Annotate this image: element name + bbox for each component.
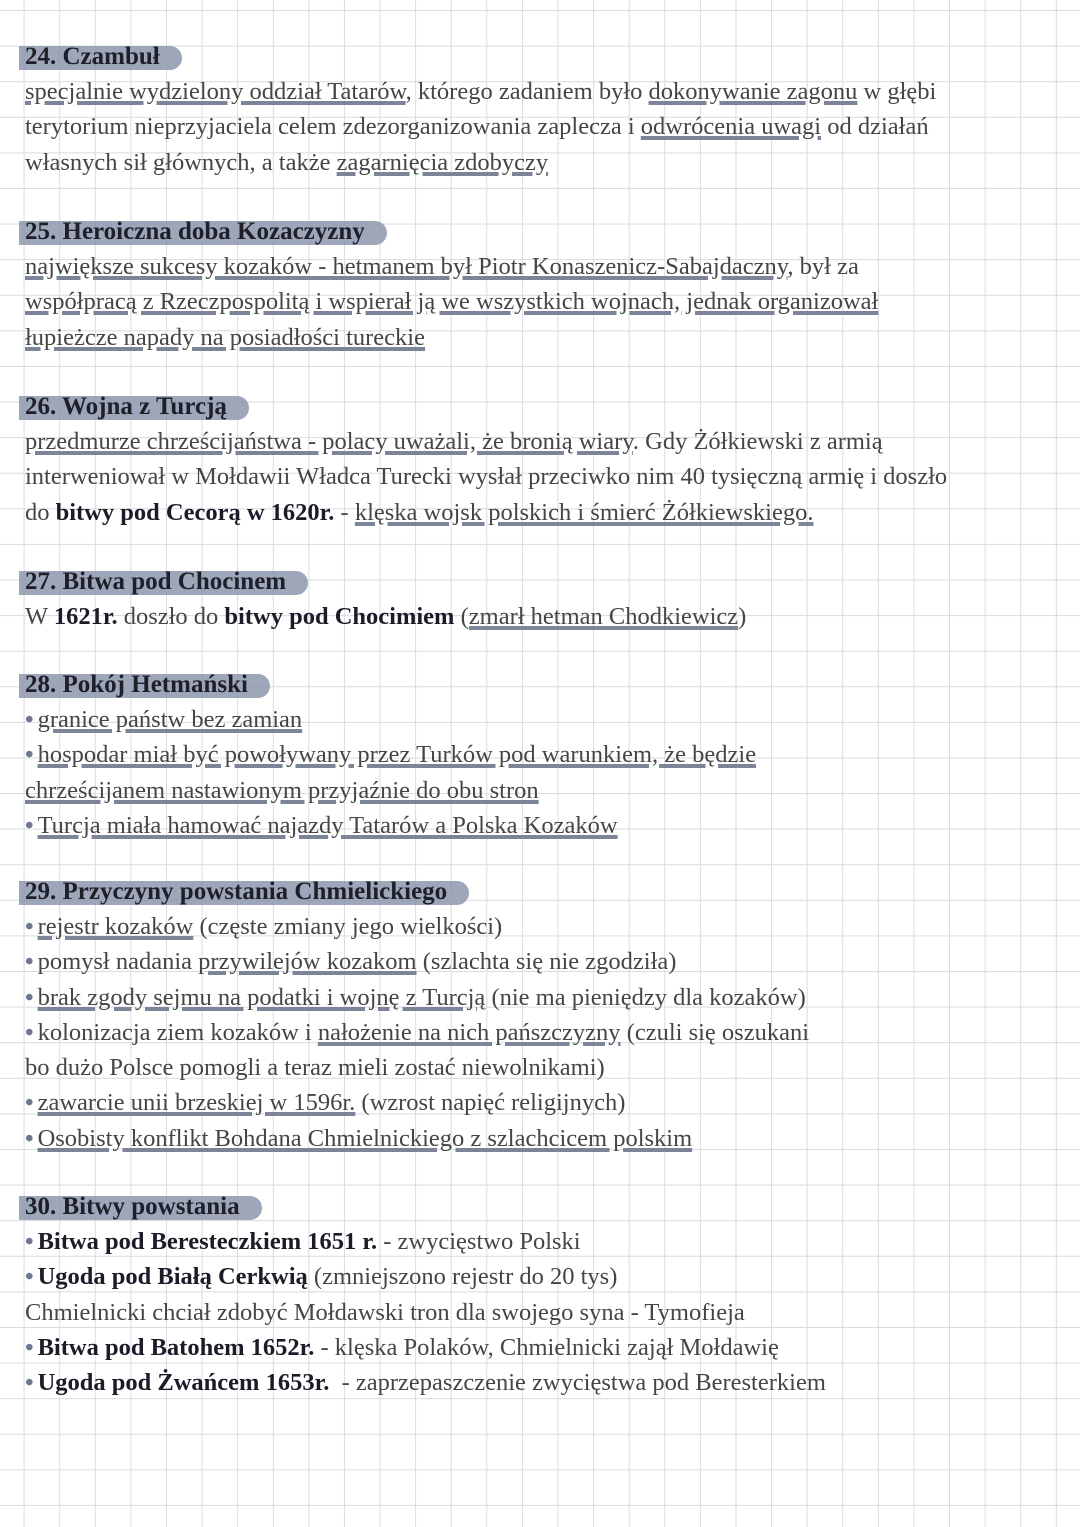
text-span: . Gdy Żółkiewski z armią <box>632 428 883 455</box>
section-heading: 26. Wojna z Turcją <box>25 390 249 424</box>
section-body <box>25 702 1065 843</box>
text-span: zawarcie unii brzeskiej w 1596r. <box>37 1089 356 1117</box>
bullet-icon: • <box>25 741 34 769</box>
text-span: W <box>25 603 54 630</box>
bold-span: bitwy pod Chocimiem <box>224 603 455 630</box>
text-span: odwrócenia uwagi <box>640 113 822 141</box>
text-span: (wzrost napięć religijnych) <box>355 1089 626 1117</box>
text-span: , którego zadaniem było <box>405 78 649 105</box>
text-span: granice państw bez zamian <box>37 706 303 733</box>
section-heading: 25. Heroiczna doba Kozaczyzny <box>25 215 387 249</box>
bold-span: Bitwa pod Beresteczkiem 1651 r. <box>37 1228 378 1255</box>
bullet-icon: • <box>25 1263 34 1291</box>
text-span: przywilejów kozakom <box>198 948 417 976</box>
text-span: doszło do <box>117 603 225 630</box>
bold-span: Ugoda pod Białą Cerkwią <box>37 1263 308 1291</box>
text-span: (częste zmiany jego wielkości) <box>193 913 503 940</box>
text-span: Turcja miała hamować najazdy Tatarów a Polska Kozaków <box>37 811 618 839</box>
text-span: dokonywanie zagonu <box>648 78 858 105</box>
text-span: - zwycięstwo Polski <box>377 1228 581 1255</box>
text-span: zagarnięcia zdobyczy <box>336 148 549 176</box>
section-body <box>25 909 1065 1156</box>
text-span: od działań <box>821 113 929 141</box>
bullet-icon: • <box>25 1228 34 1255</box>
section-heading: 30. Bitwy powstania <box>25 1190 262 1224</box>
section-heading: 27. Bitwa pod Chocinem <box>25 565 308 599</box>
text-span: (czuli się oszukani <box>620 1018 810 1046</box>
text-span: bo dużo Polsce pomogli a teraz mieli zostać niewolnikami) <box>25 1054 605 1082</box>
text-span: największe sukcesy kozaków - hetmanem był Piotr Konaszenicz-Sabajdaczny <box>25 253 788 280</box>
bullet-icon: • <box>25 1369 34 1397</box>
section-30 <box>25 1190 1065 1400</box>
text-span: nałożenie na nich pańszczyzny <box>317 1018 621 1046</box>
bullet-icon: • <box>25 1124 34 1152</box>
text-span: specjalnie wydzielony oddział Tatarów <box>25 78 406 105</box>
bullet-icon: • <box>25 1333 34 1361</box>
text-span: współpracą z Rzeczpospolitą i wspierał ją we wszystkich wojnach, jednak organizował <box>25 288 879 316</box>
text-span: , był za <box>787 253 859 280</box>
text-span: brak zgody sejmu na podatki i wojnę z Turcją <box>37 983 486 1011</box>
bullet-icon: • <box>25 983 34 1011</box>
bold-span: Bitwa pod Batohem 1652r. <box>37 1333 315 1361</box>
bold-span: 1621r. <box>53 603 118 630</box>
bullet-icon: • <box>25 1089 34 1117</box>
section-25 <box>25 215 1065 355</box>
section-24 <box>25 40 1065 180</box>
section-28 <box>25 668 1065 843</box>
text-span: (nie ma pieniędzy dla kozaków) <box>485 983 806 1011</box>
text-span: zmarł hetman Chodkiewicz <box>468 603 739 630</box>
text-span: kolonizacja ziem kozaków i <box>37 1018 318 1046</box>
text-span: interweniował w Mołdawii Władca Turecki wysłał przeciwko nim 40 tysięczną armię i doszło <box>25 463 948 491</box>
text-span: hospodar miał być powoływany przez Turków pod warunkiem, że będzie <box>37 741 757 769</box>
section-body <box>25 599 1065 634</box>
bullet-icon: • <box>25 706 34 733</box>
text-span: - <box>334 498 355 526</box>
text-span: łupieżcze napady na posiadłości tureckie <box>25 323 425 351</box>
text-span: Chmielnicki chciał zdobyć Mołdawski tron dla swojego syna - Tymofieja <box>25 1298 745 1326</box>
text-span: Osobisty konflikt Bohdana Chmielnickiego z szlachcicem polskim <box>37 1124 693 1152</box>
text-span: do <box>25 498 56 526</box>
section-heading: 29. Przyczyny powstania Chmielickiego <box>25 875 469 909</box>
text-span: - zaprzepaszczenie zwycięstwa pod Beresterkiem <box>329 1369 826 1397</box>
section-26 <box>25 390 1065 530</box>
bold-span: Ugoda pod Żwańcem 1653r. <box>37 1369 330 1397</box>
text-span: pomysł nadania <box>37 948 199 976</box>
text-span: rejestr kozaków <box>37 913 194 940</box>
text-span: - klęska Polaków, Chmielnicki zajął Mołdawię <box>314 1333 779 1361</box>
section-27 <box>25 565 1065 634</box>
bullet-icon: • <box>25 913 34 940</box>
section-29 <box>25 875 1065 1156</box>
bullet-icon: • <box>25 948 34 976</box>
text-span: (szlachta się nie zgodziła) <box>416 948 677 976</box>
section-heading: 24. Czambuł <box>25 40 182 74</box>
text-span: terytorium nieprzyjaciela celem zdezorganizowania zaplecza i <box>25 113 641 141</box>
bullet-icon: • <box>25 811 34 839</box>
section-body <box>25 249 1065 355</box>
section-heading: 28. Pokój Hetmański <box>25 668 270 702</box>
section-body <box>25 74 1065 180</box>
bold-span: bitwy pod Cecorą w 1620r. <box>55 498 335 526</box>
text-span: własnych sił głównych, a także <box>25 148 337 176</box>
section-body <box>25 424 1065 530</box>
text-span: chrześcijanem nastawionym przyjaźnie do obu stron <box>25 776 539 804</box>
text-span: (zmniejszono rejestr do 20 tys) <box>307 1263 618 1291</box>
bullet-icon: • <box>25 1018 34 1046</box>
text-span: w głębi <box>857 78 937 105</box>
text-span: ) <box>738 603 747 630</box>
text-span: ( <box>454 603 469 630</box>
text-span: klęska wojsk polskich i śmierć Żółkiewskiego. <box>354 498 814 526</box>
section-body <box>25 1224 1065 1400</box>
text-span: przedmurze chrześcijaństwa - polacy uważali, że bronią wiary <box>25 428 633 455</box>
